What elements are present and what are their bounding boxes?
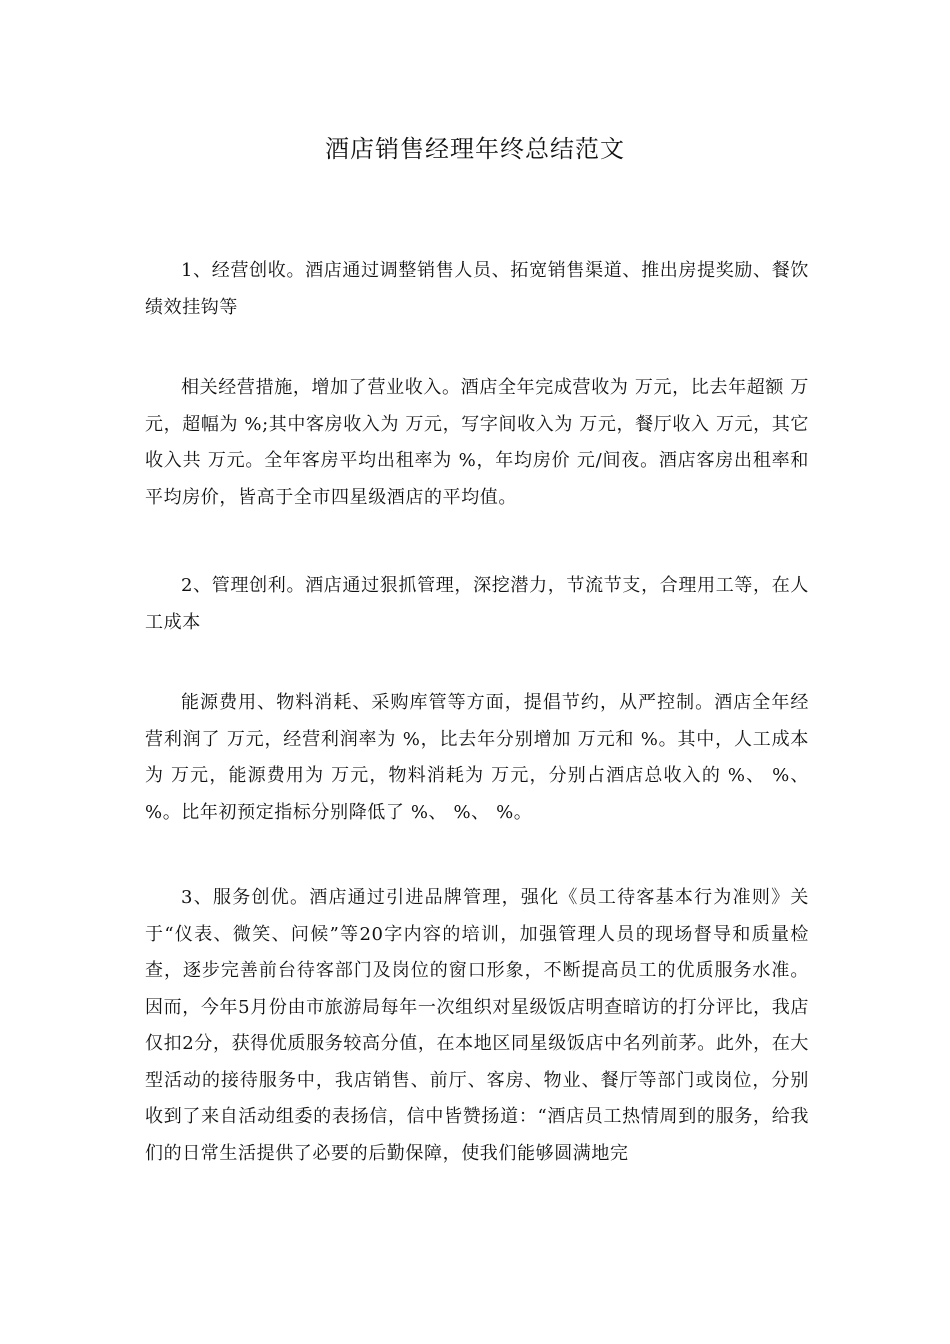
paragraph-revenue-heading: 1、经营创收。酒店通过调整销售人员、拓宽销售渠道、推出房提奖励、餐饮绩效挂钩等 (145, 260, 809, 318)
paragraph-revenue-details: 相关经营措施，增加了营业收入。酒店全年完成营收为 万元，比去年超额 万元，超幅为 %;其中客房收入为 万元，写字间收入为 万元，餐厅收入 万元，其它收入共 万元。全年客房平均出租率为 %，年均房价 元/间夜。酒店客房出租率和平均房价，皆高于全市四星级酒店的平均值。 (145, 377, 809, 508)
paragraph-management-details: 能源费用、物料消耗、采购库管等方面，提倡节约，从严控制。酒店全年经营利润了 万元，经营利润率为 %，比去年分别增加 万元和 %。其中，人工成本为 万元，能源费用为 万元，物料消耗为 万元，分别占酒店总收入的 %、 %、 %。比年初预定指标分别降低了 %、 %、 %。 (145, 692, 809, 823)
paragraph-management-heading: 2、管理创利。酒店通过狠抓管理，深挖潜力，节流节支，合理用工等，在人工成本 (145, 575, 809, 633)
paragraph-service-excellence: 3、服务创优。酒店通过引进品牌管理，强化《员工待客基本行为准则》关于“仪表、微笑、问候”等20字内容的培训，加强管理人员的现场督导和质量检查，逐步完善前台待客部门及岗位的窗口形象，不断提高员工的优质服务水准。因而，今年5月份由市旅游局每年一次组织对星级饭店明查暗访的打分评比，我店仅扣2分，获得优质服务较高分值，在本地区同星级饭店中名列前茅。此外，在大型活动的接待服务中，我店销售、前厅、客房、物业、餐厅等部门或岗位，分别收到了来自活动组委的表扬信，信中皆赞扬道：“酒店员工热情周到的服务，给我们的日常生活提供了必要的后勤保障，使我们能够圆满地完 (145, 887, 809, 1164)
document-title: 酒店销售经理年终总结范文 (325, 135, 625, 163)
